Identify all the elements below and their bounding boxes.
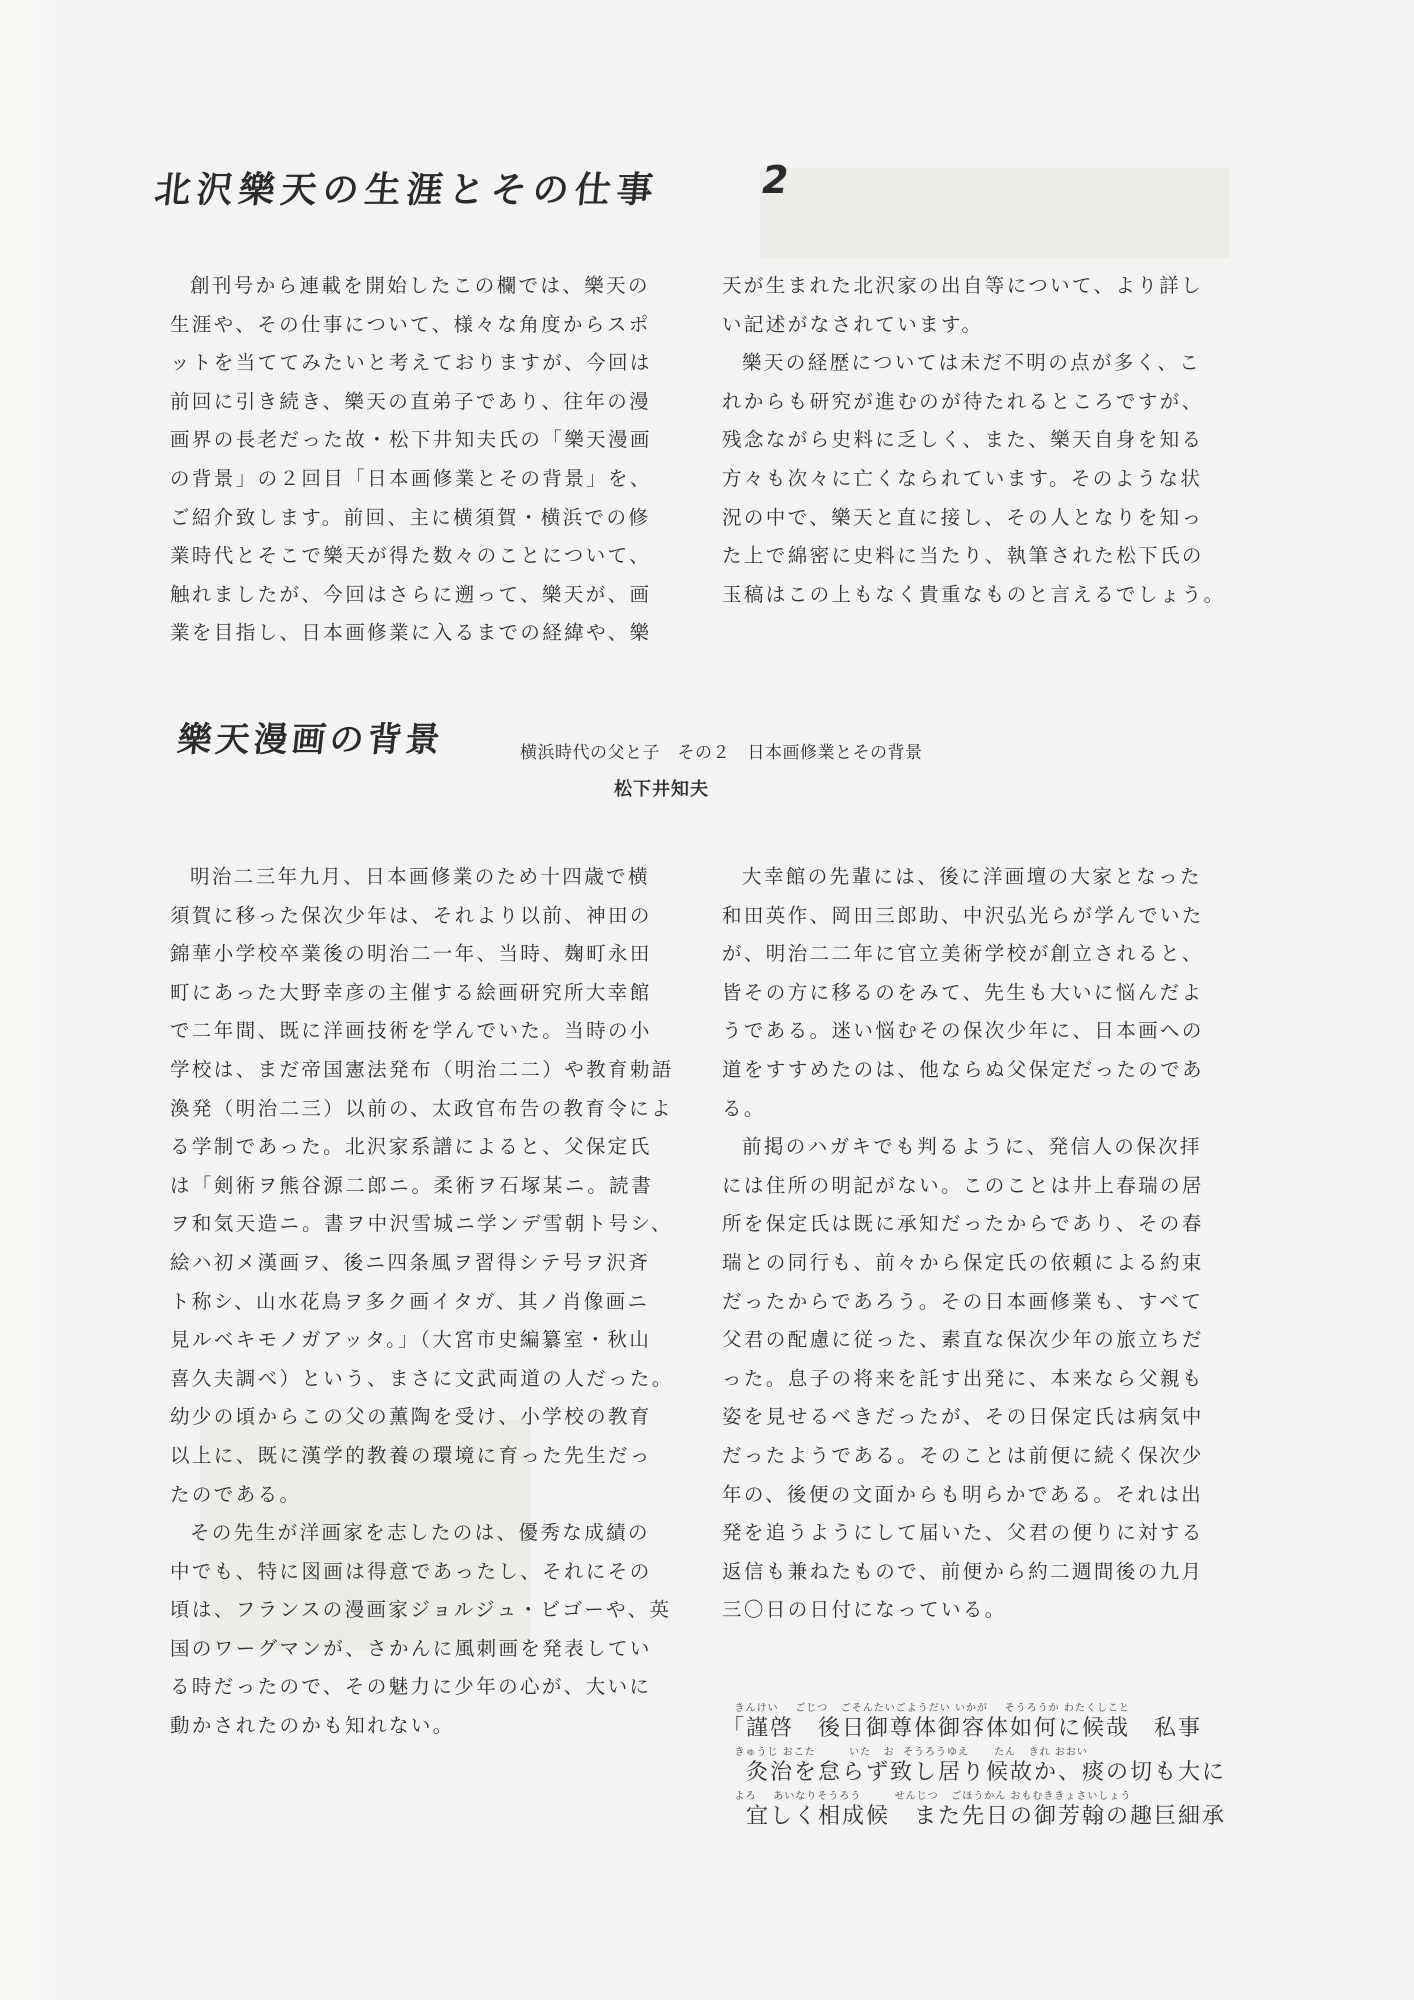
text-line: 和田英作、岡田三郎助、中沢弘光らが学んでいた: [722, 903, 1204, 927]
text-line: だったからであろう。その日本画修業も、すべて: [722, 1289, 1204, 1313]
text-line: 姿を見せるべきだったが、その日保定氏は病気中: [722, 1405, 1204, 1429]
text-line: る時だったので、その魅力に少年の心が、大いに: [170, 1675, 652, 1699]
text-line: 前掲のハガキでも判るように、発信人の保次拝: [742, 1135, 1202, 1159]
intro-right-column: [722, 267, 1232, 614]
text-line: 錦華小学校卒業後の明治二一年、当時、麹町永田: [170, 942, 652, 966]
text-line: たのである。: [170, 1482, 302, 1506]
text-line: 絵ハ初メ漢画ヲ、後ニ四条風ヲ習得シテ号ヲ沢斉: [170, 1250, 651, 1274]
text-line: 天が生まれた北沢家の出自等について、より詳し: [722, 274, 1204, 297]
text-line: 学校は、まだ帝国憲法発布（明治二二）や教育勅語: [170, 1057, 674, 1081]
text-line: が、明治二二年に官立美術学校が創立されると、: [722, 942, 1204, 966]
text-line: 生涯や、その仕事について、様々な角度からスポ: [170, 312, 651, 336]
text-line: 父君の配慮に従った、素直な保次少年の旅立ちだ: [722, 1328, 1204, 1352]
article-author: 松下井知夫: [614, 779, 709, 800]
text-line: 前回に引き続き、樂天の直弟子であり、往年の漫: [170, 389, 652, 413]
page-edge-shadow: [0, 0, 60, 2000]
text-line: い記述がなされています。: [722, 312, 984, 336]
text-line: る学制であった。北沢家系譜によると、父保定氏: [170, 1135, 652, 1159]
text-line: 発を追うようにして届いた、父君の便りに対する: [722, 1521, 1204, 1545]
letter-line: [722, 1790, 1242, 1834]
text-line: 残念ながら史料に乏しく、また、樂天自身を知る: [722, 428, 1204, 452]
text-line: には住所の明記がない。このことは井上春瑞の居: [722, 1173, 1204, 1197]
text-line: 三〇日の日付になっている。: [722, 1598, 1007, 1622]
furigana: きんけい ごじつ ごそんたいごようだい いかが そうろうか わたくしこと: [722, 1703, 1130, 1714]
text-line: 方々も次々に亡くなられています。そのような状: [722, 466, 1203, 490]
text-line: 業時代とそこで樂天が得た数々のことについて、: [170, 544, 652, 568]
text-line: 以上に、既に漢学的教養の環境に育った先生だっ: [170, 1443, 652, 1467]
text-line: は「剣術ヲ熊谷源二郎ニ。柔術ヲ石塚某ニ。読書: [170, 1173, 653, 1197]
text-line: その先生が洋画家を志したのは、優秀な成績の: [190, 1521, 650, 1545]
text-line: 動かされたのかも知れない。: [170, 1714, 455, 1738]
text-line: 道をすすめたのは、他ならぬ父保定だったのであ: [722, 1057, 1204, 1081]
text-line: 樂天の経歴については未だ不明の点が多く、こ: [742, 351, 1202, 375]
text-line: ト称シ、山水花鳥ヲ多ク画イタガ、其ノ肖像画ニ: [170, 1289, 650, 1313]
text-line: 喜久夫調べ）という、まさに文武両道の人だった。: [170, 1366, 674, 1390]
text-line: 幼少の頃からこの父の薫陶を受け、小学校の教育: [170, 1405, 652, 1429]
text-line: 渙発（明治二三）以前の、太政官布告の教育令によ: [170, 1096, 673, 1120]
article-left-column: [170, 858, 680, 1746]
text-line: うである。迷い悩むその保次少年に、日本画への: [722, 1019, 1204, 1043]
article-right-column: [722, 858, 1232, 1630]
letter-quote: [722, 1702, 1242, 1834]
furigana: きゅうじ おこた いた お そうろうゆえ たん きれ おおい: [722, 1747, 1088, 1758]
text-line: 業を目指し、日本画修業に入るまでの経緯や、樂: [170, 621, 652, 645]
text-line: で二年間、既に洋画技術を学んでいた。当時の小: [170, 1019, 652, 1043]
text-line: ヲ和気天造ニ。書ヲ中沢雪城ニ学ンデ雪朝ト号シ、: [170, 1212, 673, 1236]
text-line: 頃は、フランスの漫画家ジョルジュ・ビゴーや、英: [170, 1598, 672, 1622]
text-line: ットを当ててみたいと考えておりますが、今回は: [170, 351, 652, 375]
letter-text: 灸治を怠らず致し居り候故か、痰の切も大に: [722, 1760, 1227, 1785]
page-title: 北沢樂天の生涯とその仕事: [152, 169, 661, 211]
text-line: 国のワーグマンが、さかんに風刺画を発表してい: [170, 1636, 652, 1660]
text-line: 皆その方に移るのをみて、先生も大いに悩んだよ: [722, 980, 1204, 1004]
letter-line: [722, 1746, 1242, 1790]
article-title: 樂天漫画の背景: [175, 720, 446, 760]
text-line: 大幸館の先輩には、後に洋画壇の大家となった: [742, 865, 1202, 888]
text-line: の背景」の２回目「日本画修業とその背景」を、: [170, 466, 652, 490]
text-line: 所を保定氏は既に承知だったからであり、その春: [722, 1212, 1204, 1236]
text-line: 画界の長老だった故・松下井知夫氏の「樂天漫画: [170, 428, 652, 452]
text-line: る。: [722, 1096, 766, 1120]
text-line: 創刊号から連載を開始したこの欄では、樂天の: [190, 274, 650, 297]
text-line: った。息子の将来を託す出発に、本来なら父親も: [722, 1366, 1204, 1390]
text-line: 瑞との同行も、前々から保定氏の依頼による約束: [722, 1250, 1204, 1274]
text-line: 触れましたが、今回はさらに遡って、樂天が、画: [170, 582, 652, 606]
text-line: た上で綿密に史料に当たり、執筆された松下氏の: [722, 544, 1204, 568]
intro-left-column: [170, 267, 680, 653]
text-line: 見ルベキモノガアッタ。」（大宮市史編纂室・秋山: [170, 1328, 652, 1352]
text-line: だったようである。そのことは前便に続く保次少: [722, 1443, 1204, 1467]
letter-line: [722, 1702, 1242, 1746]
text-line: 年の、後便の文面からも明らかである。それは出: [722, 1482, 1204, 1506]
part-number: 2: [762, 158, 789, 202]
text-line: 明治二三年九月、日本画修業のため十四歳で横: [190, 865, 650, 888]
text-line: 町にあった大野幸彦の主催する絵画研究所大幸館: [170, 980, 652, 1004]
text-line: 況の中で、樂天と直に接し、その人となりを知っ: [722, 505, 1204, 529]
text-line: 中でも、特に図画は得意であったし、それにその: [170, 1559, 652, 1583]
text-line: 須賀に移った保次少年は、それより以前、神田の: [170, 903, 652, 927]
bleed-through-header: [760, 168, 1230, 258]
furigana: よろ あいなりそうろう せんじつ ごほうかん おもむききょさいしょう: [722, 1791, 1132, 1802]
letter-text: 「謹啓 後日御尊体御容体如何に候哉 私事: [722, 1716, 1203, 1741]
text-line: ご紹介致します。前回、主に横須賀・横浜での修: [170, 505, 651, 529]
text-line: 返信も兼ねたもので、前便から約二週間後の九月: [722, 1559, 1204, 1583]
letter-text: 宜しく相成候 また先日の御芳翰の趣巨細承: [722, 1804, 1227, 1829]
text-line: 玉稿はこの上もなく貴重なものと言えるでしょう。: [722, 582, 1226, 606]
text-line: れからも研究が進むのが待たれるところですが、: [722, 389, 1204, 413]
article-caption: 横浜時代の父と子 その２ 日本画修業とその背景: [520, 743, 923, 763]
